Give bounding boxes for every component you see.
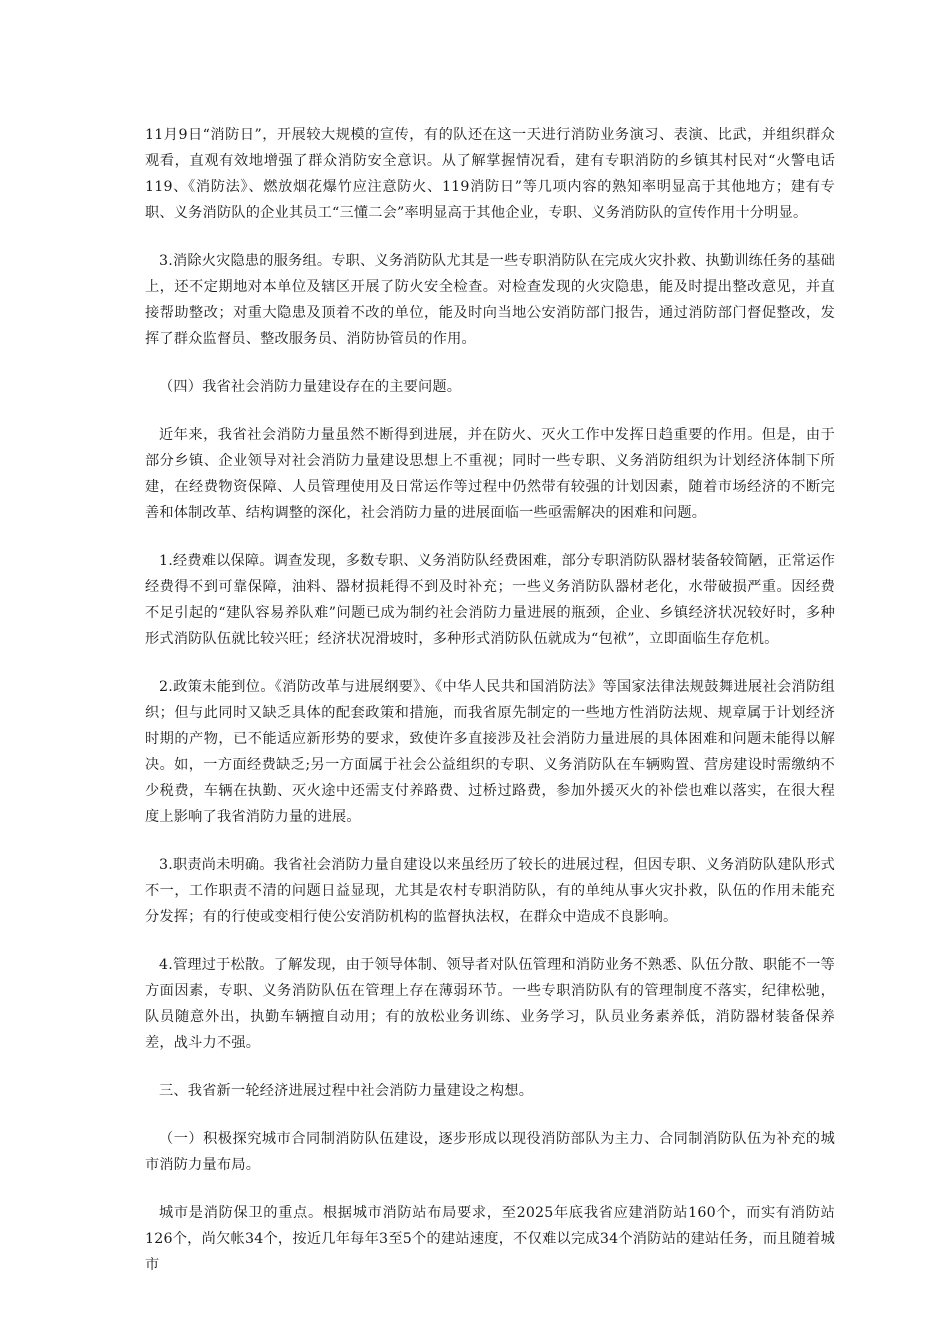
document-page [145,122,835,1300]
paragraph-hazard-service: 3.消除火灾隐患的服务组。专职、义务消防队尤其是一些专职消防队在完成火灾扑救、执勤训练任务的基础上，还不定期地对本单位及辖区开展了防火安全检查。对检查发现的火灾隐患，能及时提出整改意见，并直接帮助整改；对重大隐患及顶着不改的单位，能及时向当地公安消防部门报告，通过消防部门督促整改，发挥了群众监督员、整改服务员、消防协管员的作用。 [145,253,835,347]
paragraph-recent-years: 近年来，我省社会消防力量虽然不断得到进展，并在防火、灭火工作中发挥日趋重要的作用。但是，由于部分乡镇、企业领导对社会消防力量建设思想上不重视；同时一些专职、义务消防组织为计划经济体制下所建，在经费物资保障、人员管理使用及日常运作等过程中仍然带有较强的计划因素，随着市场经济的不断完善和体制改革、结构调整的深化，社会消防力量的进展面临一些亟需解决的困难和问题。 [145,427,835,521]
paragraph-fire-day-publicity: 11月9日“消防日”，开展较大规模的宣传，有的队还在这一天进行消防业务演习、表演、比武，并组织群众观看，直观有效地增强了群众消防安全意识。从了解掌握情况看，建有专职消防的乡镇其村民对“火警电话119、《消防法》、燃放烟花爆竹应注意防火、119消防日”等几项内容的熟知率明显高于其他地方；建有专职、义务消防队的企业其员工“三懂二会”率明显高于其他企业，专职、义务消防队的宣传作用十分明显。 [145,127,835,221]
section-heading-new-plan: 三、我省新一轮经济进展过程中社会消防力量建设之构想。 [159,1083,534,1099]
paragraph-unclear-duties: 3.职责尚未明确。我省社会消防力量自建设以来虽经历了较长的进展过程，但因专职、义务消防队建队形式不一，工作职责不清的问题日益显现，尤其是农村专职消防队，有的单纯从事火灾扑救，队伍的作用未能充分发挥；有的行使或变相行使公安消防机构的监督执法权，在群众中造成不良影响。 [145,857,835,925]
paragraph-city-stations: 城市是消防保卫的重点。根据城市消防站布局要求，至2025年底我省应建消防站160个，而实有消防站126个，尚欠帐34个，按近几年每年3至5个的建站速度，不仅难以完成34个消防站的建站任务，而且随着城市 [145,1205,835,1273]
paragraph-policy-gap: 2.政策未能到位。《消防改革与进展纲要》、《中华人民共和国消防法》等国家法律法规鼓舞进展社会消防组织；但与此同时又缺乏具体的配套政策和措施，而我省原先制定的一些地方性消防法规、规章属于计划经济时期的产物，已不能适应新形势的要求，致使许多直接涉及社会消防力量进展的具体困难和问题未能得以解决。如，一方面经费缺乏;另一方面属于社会公益组织的专职、义务消防队在车辆购置、营房建设时需缴纳不少税费，车辆在执勤、灭火途中还需支付养路费、过桥过路费，参加外援灭火的补偿也难以落实，在很大程度上影响了我省消防力量的进展。 [145,679,835,825]
paragraph-loose-management: 4.管理过于松散。了解发现，由于领导体制、领导者对队伍管理和消防业务不熟悉、队伍分散、职能不一等方面因素，专职、义务消防队伍在管理上存在薄弱环节。一些专职消防队有的管理制度不落实，纪律松驰，队员随意外出，执勤车辆擅自动用；有的放松业务训练、业务学习，队员业务素养低，消防器材装备保养差，战斗力不强。 [145,957,835,1051]
paragraph-funding-difficulty: 1.经费难以保障。调查发现，多数专职、义务消防队经费困难，部分专职消防队器材装备较简陋，正常运作经费得不到可靠保障，油料、器材损耗得不到及时补充；一些义务消防队器材老化，水带破损严重。因经费不足引起的“建队容易养队难”问题已成为制约社会消防力量进展的瓶颈，企业、乡镇经济状况较好时，多种形式消防队伍就比较兴旺；经济状况滑坡时，多种形式消防队伍就成为“包袱”，立即面临生存危机。 [145,553,835,647]
subsection-heading-contract-teams: （一）积极探究城市合同制消防队伍建设，逐步形成以现役消防部队为主力、合同制消防队伍为补充的城市消防力量布局。 [145,1131,835,1173]
section-heading-main-problems: （四）我省社会消防力量建设存在的主要问题。 [159,379,462,395]
